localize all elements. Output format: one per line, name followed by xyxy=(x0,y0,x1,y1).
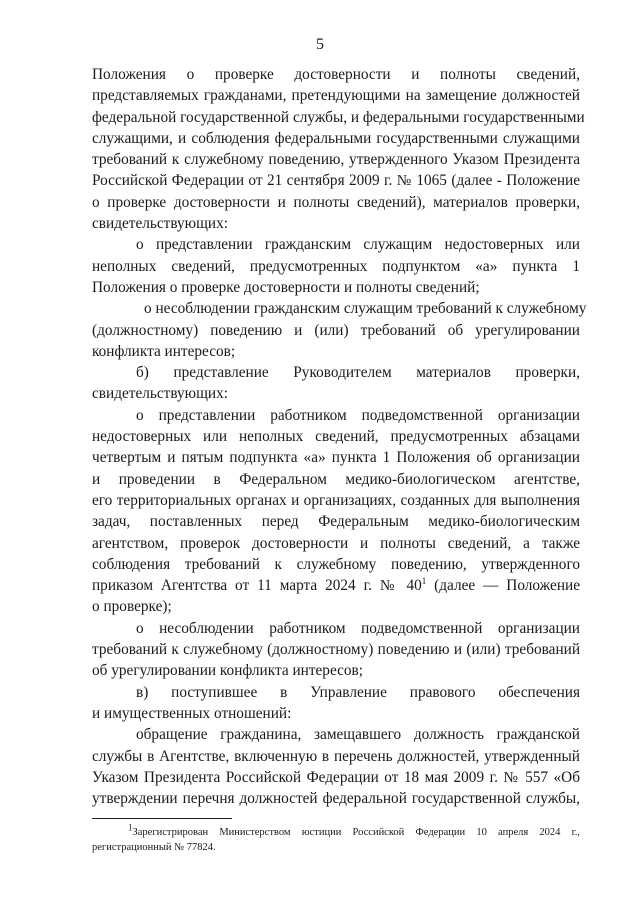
text-line: службы в Агентстве, включенную в перечень должностей, утвержденный xyxy=(92,747,580,765)
text-line: о представлении гражданским служащим недостоверных или xyxy=(136,236,580,254)
text-line: задач, поставленных перед Федеральным медико-биологическим xyxy=(92,513,580,531)
text-line: о несоблюдении работником подведомственной организации xyxy=(136,619,580,637)
text-line: соблюдения требований к служебному поведению, утвержденного xyxy=(92,555,580,573)
text-line: агентством, проверок достоверности и полноты сведений, а также xyxy=(92,534,580,552)
text-line: свидетельствующих: xyxy=(92,215,228,233)
text-line xyxy=(92,575,580,596)
footnote xyxy=(92,822,580,855)
text-line: утверждении перечня должностей федеральной государственной службы, xyxy=(92,790,580,808)
text-line: служащими, и соблюдения федеральными государственными служащими xyxy=(92,129,580,147)
text-line: федеральной государственной службы, и федеральными государственными xyxy=(92,108,585,126)
text-line: представляемых гражданами, претендующими на замещение должностей xyxy=(92,87,580,105)
footnote-line: регистрационный № 77824. xyxy=(92,842,216,853)
text-line: о несоблюдении гражданским служащим требований к служебному xyxy=(144,300,587,318)
document-body xyxy=(92,64,587,809)
footnote-reference: 1 xyxy=(421,576,427,587)
text-line: о проверке достоверности и полноты сведений), материалов проверки, xyxy=(92,193,580,211)
text-line: Положения о проверке достоверности и полноты сведений, xyxy=(92,66,580,83)
page-number: 5 xyxy=(316,36,324,53)
footnote-line xyxy=(92,822,580,840)
text-line: о представлении работником подведомственной организации xyxy=(136,406,580,424)
text-line: Положения о проверке достоверности и полноты сведений; xyxy=(92,278,480,296)
text-line: Российской Федерации от 21 сентября 2009 г. № 1065 (далее - Положение xyxy=(92,172,580,190)
text-line: об урегулировании конфликта интересов; xyxy=(92,662,364,680)
text-line: и проведении в Федеральном медико-биологическом агентстве, xyxy=(92,470,580,488)
text-line: обращение гражданина, замещавшего должность гражданской xyxy=(136,726,580,744)
text-line: б) представление Руководителем материалов проверки, xyxy=(136,364,580,382)
text-segment: приказом Агентства от 11 марта 2024 г. № 40 xyxy=(92,577,422,595)
footnote-text: Зарегистрирован Министерством юстиции Российской Федерации 10 апреля 2024 г., xyxy=(132,827,580,838)
text-line: свидетельствующих: xyxy=(92,385,228,403)
text-line: требований к служебному (должностному) поведению и (или) требований xyxy=(92,641,580,659)
text-line: и имущественных отношений: xyxy=(92,704,292,722)
text-line: Указом Президента Российской Федерации от 18 мая 2009 г. № 557 «Об xyxy=(92,768,580,786)
text-line: его территориальных органах и организациях, созданных для выполнения xyxy=(92,491,580,509)
text-line: в) поступившее в Управление правового обеспечения xyxy=(136,683,580,701)
text-line: четвертым и пятым подпункта «а» пункта 1 Положения об организации xyxy=(92,449,580,467)
footnote-mark: 1 xyxy=(128,822,133,833)
text-line: требований к служебному поведению, утвержденного Указом Президента xyxy=(92,151,580,169)
text-line: недостоверных или неполных сведений, предусмотренных абзацами xyxy=(92,428,580,446)
footnote-divider xyxy=(92,818,232,819)
text-line: о проверке); xyxy=(92,598,172,616)
text-segment: (далее — Положение xyxy=(426,577,580,595)
text-line: (должностному) поведению и (или) требований об урегулировании xyxy=(92,321,580,339)
text-line: конфликта интересов; xyxy=(92,342,236,360)
text-line: неполных сведений, предусмотренных подпунктом «а» пункта 1 xyxy=(92,257,580,275)
